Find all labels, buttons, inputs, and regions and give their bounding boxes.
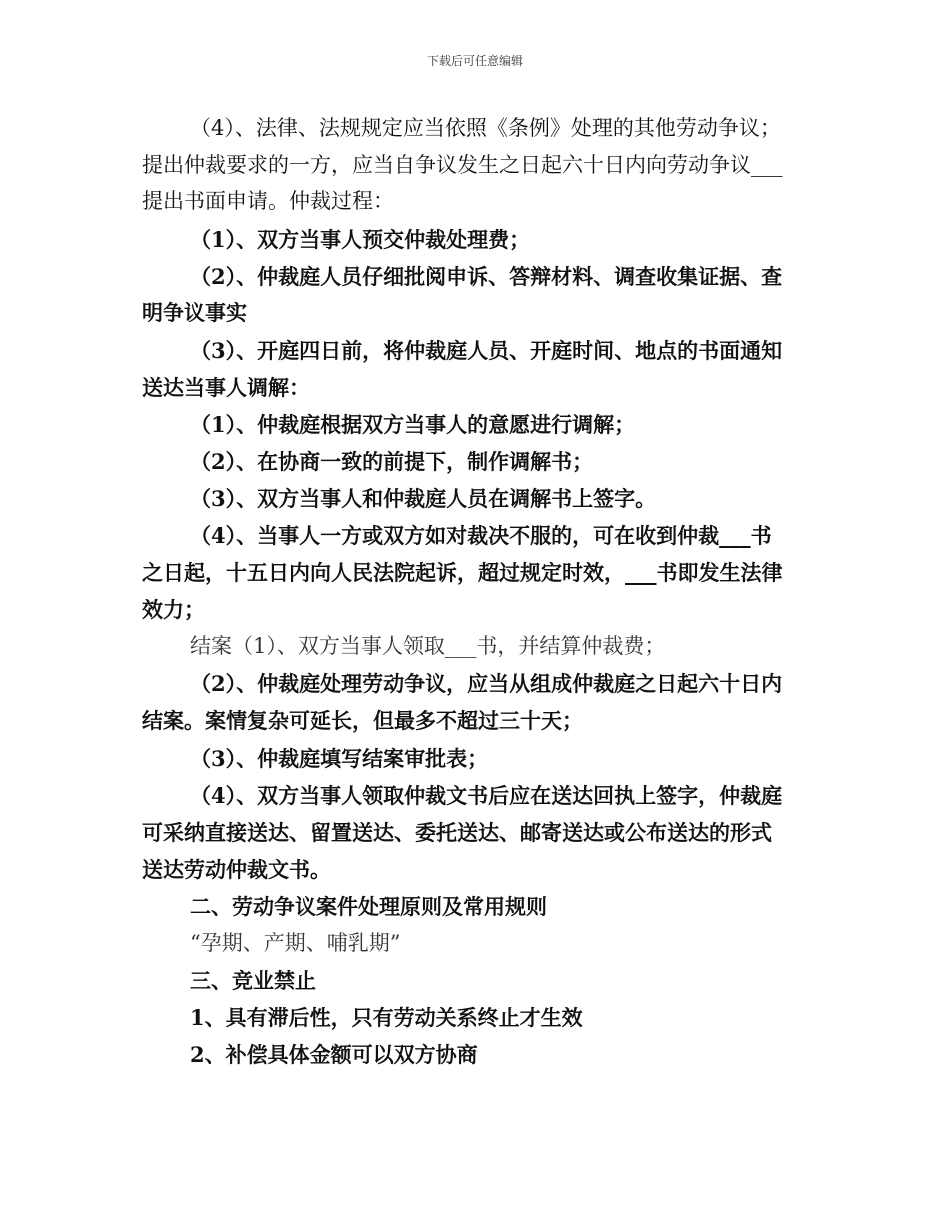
text-line: “孕期、产期、哺乳期”: [190, 931, 401, 955]
text-line: 送达劳动仲裁文书。: [142, 857, 331, 882]
text-line: 结案（1）、双方当事人领取___书，并结算仲裁费；: [190, 634, 666, 658]
text-line: （4）、双方当事人领取仲裁文书后应在送达回执上签字，仲裁庭: [190, 783, 783, 808]
text-line: （2）、仲裁庭处理劳动争议，应当从组成仲裁庭之日起六十日内: [190, 671, 783, 696]
text-line: （2）、在协商一致的前提下，制作调解书；: [190, 449, 594, 474]
text-line: （1）、双方当事人预交仲裁处理费；: [190, 227, 531, 252]
text-line: （3）、开庭四日前，将仲裁庭人员、开庭时间、地点的书面通知: [190, 338, 783, 363]
text-line: 可采纳直接送达、留置送达、委托送达、邮寄送达或公布送达的形式: [142, 820, 772, 845]
text-line: 1、具有滞后性，只有劳动关系终止才生效: [190, 1005, 583, 1030]
text-line: （3）、双方当事人和仲裁庭人员在调解书上签字。: [190, 486, 657, 511]
text-line: 送达当事人调解：: [142, 375, 310, 400]
text-line: 明争议事实: [142, 300, 247, 325]
text-line: （2）、仲裁庭人员仔细批阅申诉、答辩材料、调查收集证据、查: [190, 264, 783, 289]
section-heading: 三、竞业禁止: [190, 968, 316, 993]
page-header: 下载后可任意编辑: [426, 54, 523, 68]
text-line: 提出书面申请。仲裁过程：: [142, 189, 394, 213]
text-line: 效力；: [142, 597, 205, 622]
text-line: 之日起，十五日内向人民法院起诉，超过规定时效，___书即发生法律: [142, 560, 783, 585]
text-line: 2、补偿具体金额可以双方协商: [190, 1042, 478, 1067]
text-line: （4）、当事人一方或双方如对裁决不服的，可在收到仲裁___书: [190, 523, 772, 548]
section-heading: 二、劳动争议案件处理原则及常用规则: [190, 894, 547, 919]
text-line: （1）、仲裁庭根据双方当事人的意愿进行调解；: [190, 412, 636, 437]
text-line: 提出仲裁要求的一方，应当自争议发生之日起六十日内向劳动争议___: [142, 153, 783, 177]
text-line: 结案。案情复杂可延长，但最多不超过三十天；: [142, 708, 583, 733]
text-line: （3）、仲裁庭填写结案审批表；: [190, 746, 489, 771]
text-line: （4）、法律、法规规定应当依照《条例》处理的其他劳动争议；: [190, 116, 781, 140]
